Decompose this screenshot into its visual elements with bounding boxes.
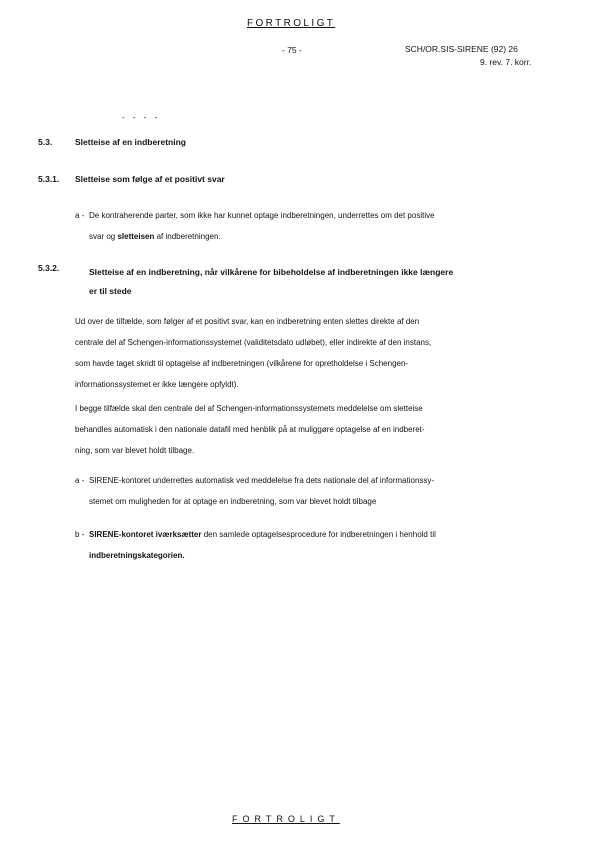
- bold-text-run: SIRENE-kontoret iværksætter: [89, 530, 202, 539]
- title-line: Sletteise af en indberetning, når vilkårene for bibeholdelse af indberetningen ikke længere: [89, 267, 454, 277]
- section-5-3-title: Sletteise af en indberetning: [75, 137, 186, 147]
- classification-footer: FORTROLIGT: [232, 814, 340, 824]
- item-marker-a: a -: [75, 476, 85, 485]
- item-line: stemet om muligheden for at optage en indberetning, som var blevet holdt tilbage: [89, 497, 377, 506]
- text-run: af indberetningen.: [154, 232, 221, 241]
- section-5-3-2-title: [89, 263, 549, 301]
- list-item-a-5-3-1: [89, 205, 545, 247]
- item-line: SIRENE-kontoret underrettes automatisk ved meddelelse fra dets nationale del af informationssy-: [89, 476, 435, 485]
- paragraph-line: Ud over de tilfælde, som følger af et positivt svar, kan en indberetning enten slettes direkte af den: [75, 317, 420, 326]
- paragraph-1: [75, 311, 545, 395]
- page-number: - 75 -: [282, 45, 302, 55]
- paragraph-line: I begge tilfælde skal den centrale del af Schengen-informationssystemets meddelelse om sletteise: [75, 404, 423, 413]
- text-run: den samlede optagelsesprocedure for indberetningen i henhold til: [201, 530, 436, 539]
- classification-header: FORTROLIGT: [247, 18, 336, 29]
- title-line: er til stede: [89, 286, 132, 296]
- item-line: De kontraherende parter, som ikke har kunnet optage indberetningen, underrettes om det positive: [89, 211, 435, 220]
- item-line: [89, 226, 545, 247]
- list-item-a-5-3-2: [89, 470, 549, 512]
- section-5-3-2-number: 5.3.2.: [38, 263, 60, 273]
- item-marker-a: a -: [75, 211, 85, 220]
- bold-text-run: sletteisen: [117, 232, 155, 241]
- section-5-3-1-title: Sletteise som følge af et positivt svar: [75, 174, 225, 184]
- list-item-b-5-3-2: [89, 524, 549, 566]
- separator-marks: - - - -: [122, 113, 161, 122]
- section-5-3-number: 5.3.: [38, 137, 53, 147]
- item-line: [89, 524, 549, 545]
- paragraph-line: behandles automatisk i den nationale datafil med henblik på at muliggøre optagelse af en indberet-: [75, 425, 425, 434]
- paragraph-line: som havde taget skridt til optagelse af indberetningen (vilkårene for opretholdelse i Schengen-: [75, 359, 409, 368]
- paragraph-line: ning, som var blevet holdt tilbage.: [75, 446, 195, 455]
- paragraph-line: informationssystemet er ikke længere opfyldt).: [75, 380, 239, 389]
- paragraph-line: centrale del af Schengen-informationssystemet (validitetsdato udløbet), eller indirekte af den instans,: [75, 338, 432, 347]
- section-5-3-1-number: 5.3.1.: [38, 174, 60, 184]
- item-marker-b: b -: [75, 530, 85, 539]
- revision-note: 9. rev. 7. korr.: [480, 57, 532, 67]
- document-reference: SCH/OR.SIS-SIRENE (92) 26: [405, 44, 518, 54]
- item-line: indberetningskategorien.: [89, 551, 185, 560]
- text-run: svar og: [89, 232, 118, 241]
- paragraph-2: [75, 398, 545, 461]
